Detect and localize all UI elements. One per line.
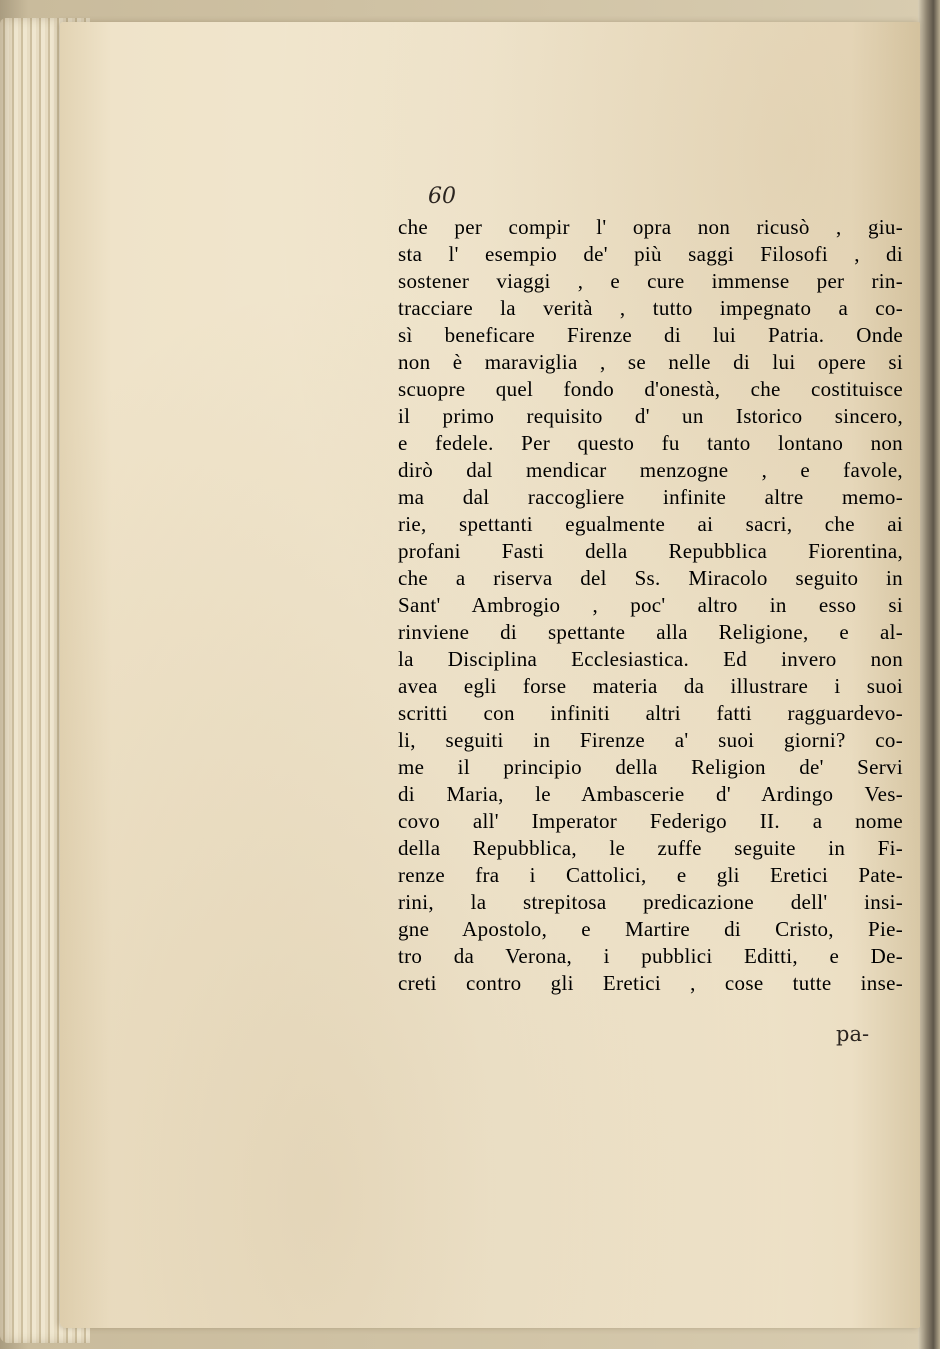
text-line: sì beneficare Firenze di lui Patria. Onde [398, 323, 903, 347]
book-page [60, 22, 920, 1328]
text-line: li, seguiti in Firenze a' suoi giorni? co- [398, 728, 903, 752]
book-gutter [918, 0, 940, 1349]
text-line: la Disciplina Ecclesiastica. Ed invero non [398, 647, 903, 671]
text-line: il primo requisito d' un Istorico sincero, [398, 404, 903, 428]
text-line: tro da Verona, i pubblici Editti, e De- [398, 944, 903, 968]
page-text [398, 214, 903, 997]
text-line: ma dal raccogliere infinite altre memo- [398, 485, 903, 509]
text-line: covo all' Imperator Federigo II. a nome [398, 809, 903, 833]
text-line: sta l' esempio de' più saggi Filosofi , di [398, 242, 903, 266]
text-line: scritti con infiniti altri fatti ragguardevo- [398, 701, 903, 725]
text-line: gne Apostolo, e Martire di Cristo, Pie- [398, 917, 903, 941]
text-line: scuopre quel fondo d'onestà, che costituisce [398, 377, 903, 401]
text-line: sostener viaggi , e cure immense per rin- [398, 269, 903, 293]
text-line: rini, la strepitosa predicazione dell' insi- [398, 890, 903, 914]
text-line: di Maria, le Ambascerie d' Ardingo Ves- [398, 782, 903, 806]
text-line: non è maraviglia , se nelle di lui opere si [398, 350, 903, 374]
page-number: 60 [428, 184, 456, 209]
text-line: dirò dal mendicar menzogne , e favole, [398, 458, 903, 482]
text-line: tracciare la verità , tutto impegnato a co- [398, 296, 903, 320]
text-line: che per compir l' opra non ricusò , giu- [398, 215, 903, 239]
text-line: creti contro gli Eretici , cose tutte inse- [398, 971, 903, 995]
text-line: profani Fasti della Repubblica Fiorentina, [398, 539, 903, 563]
text-line: renze fra i Cattolici, e gli Eretici Pate- [398, 863, 903, 887]
text-line: Sant' Ambrogio , poc' altro in esso si [398, 593, 903, 617]
text-line: rinviene di spettante alla Religione, e al- [398, 620, 903, 644]
text-line: della Repubblica, le zuffe seguite in Fi- [398, 836, 903, 860]
text-line: e fedele. Per questo fu tanto lontano non [398, 431, 903, 455]
text-line: avea egli forse materia da illustrare i suoi [398, 674, 903, 698]
text-line: rie, spettanti egualmente ai sacri, che ai [398, 512, 903, 536]
text-line: che a riserva del Ss. Miracolo seguito in [398, 566, 903, 590]
text-line: me il principio della Religion de' Servi [398, 755, 903, 779]
catchword: pa- [836, 1022, 870, 1046]
